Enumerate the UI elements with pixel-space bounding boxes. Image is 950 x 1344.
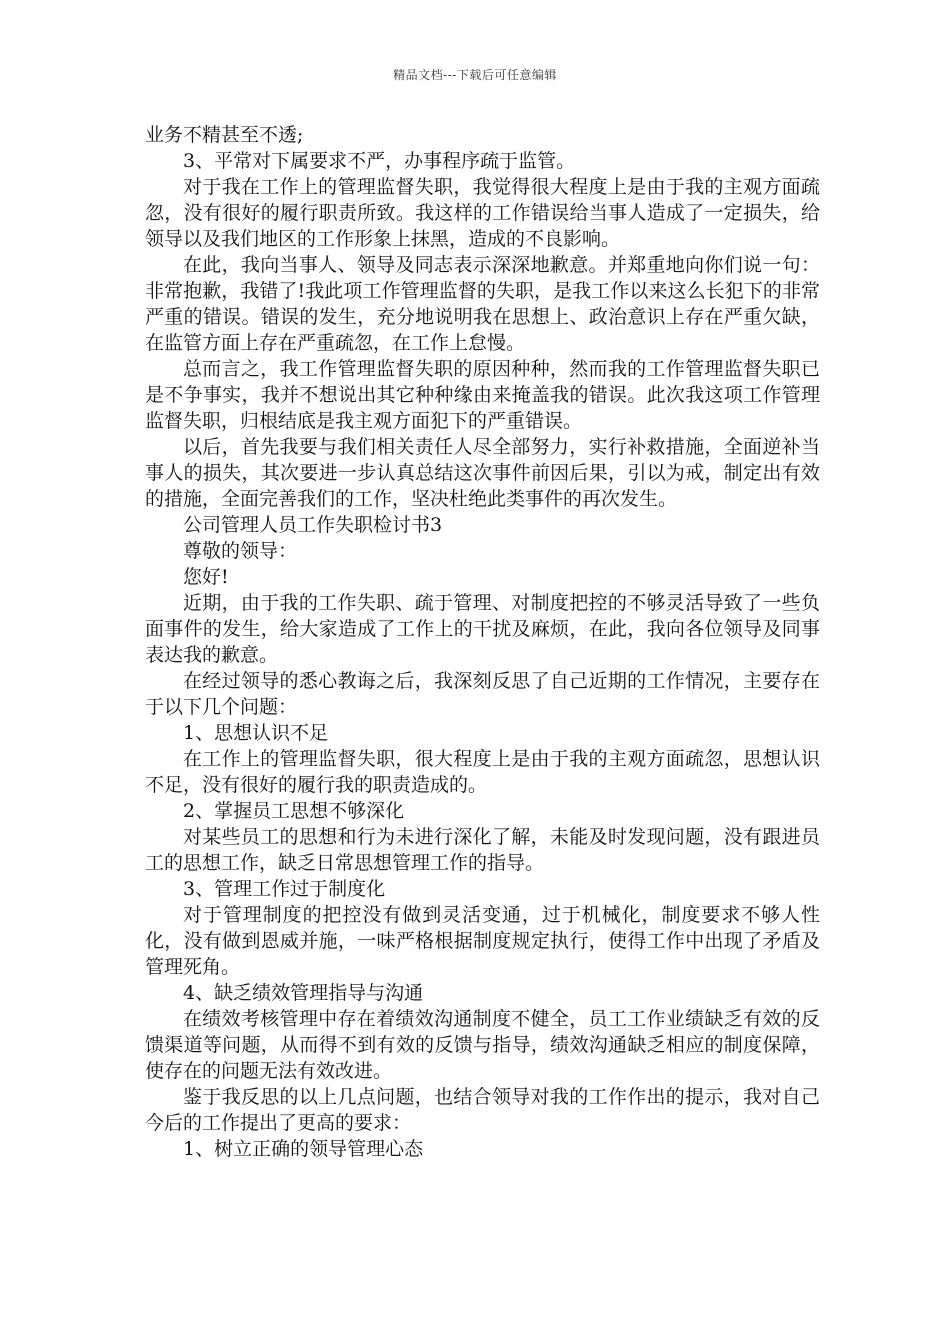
paragraph: 3、管理工作过于制度化 bbox=[183, 878, 386, 900]
paragraph: 公司管理人员工作失职检讨书3 bbox=[183, 514, 443, 536]
paragraph: 4、缺乏绩效管理指导与沟通 bbox=[183, 982, 424, 1004]
paragraph: 对于管理制度的把控没有做到灵活变通，过于机械化，制度要求不够人性化，没有做到恩威并施，一味严格根据制度规定执行，使得工作中出现了矛盾及管理死角。 bbox=[145, 904, 820, 978]
document-body bbox=[145, 122, 820, 1162]
paragraph: 在此，我向当事人、领导及同志表示深深地歉意。并郑重地向你们说一句：非常抱歉，我错了!我此项工作管理监督的失职，是我工作以来这么长犯下的非常严重的错误。错误的发生，充分地说明我在思想上、政治意识上存在严重欠缺，在监管方面上存在严重疏忽，在工作上怠慢。 bbox=[145, 254, 820, 354]
paragraph: 鉴于我反思的以上几点问题，也结合领导对我的工作作出的提示，我对自己今后的工作提出了更高的要求： bbox=[145, 1086, 820, 1134]
paragraph: 对于我在工作上的管理监督失职，我觉得很大程度上是由于我的主观方面疏忽，没有很好的履行职责所致。我这样的工作错误给当事人造成了一定损失，给领导以及我们地区的工作形象上抹黑，造成的不良影响。 bbox=[145, 176, 820, 250]
paragraph: 对某些员工的思想和行为未进行深化了解，未能及时发现问题，没有跟进员工的思想工作，缺乏日常思想管理工作的指导。 bbox=[145, 826, 820, 874]
paragraph: 2、掌握员工思想不够深化 bbox=[183, 800, 405, 822]
paragraph: 在工作上的管理监督失职，很大程度上是由于我的主观方面疏忽，思想认识不足，没有很好的履行我的职责造成的。 bbox=[145, 748, 820, 796]
paragraph: 1、思想认识不足 bbox=[183, 722, 329, 744]
paragraph: 尊敬的领导： bbox=[183, 540, 298, 562]
paragraph: 3、平常对下属要求不严，办事程序疏于监管。 bbox=[183, 150, 576, 172]
paragraph: 近期，由于我的工作失职、疏于管理、对制度把控的不够灵活导致了一些负面事件的发生，给大家造成了工作上的干扰及麻烦，在此，我向各位领导及同事表达我的歉意。 bbox=[145, 592, 820, 666]
paragraph: 总而言之，我工作管理监督失职的原因种种，然而我的工作管理监督失职已是不争事实，我并不想说出其它种种缘由来掩盖我的错误。此次我这项工作管理监督失职，归根结底是我主观方面犯下的严重错误。 bbox=[145, 358, 820, 432]
paragraph: 以后，首先我要与我们相关责任人尽全部努力，实行补救措施，全面逆补当事人的损失，其次要进一步认真总结这次事件前因后果，引以为戒，制定出有效的措施，全面完善我们的工作，坚决杜绝此类事件的再次发生。 bbox=[145, 436, 820, 510]
page-header: 精品文档---下载后可任意编辑 bbox=[393, 68, 557, 82]
paragraph: 您好! bbox=[183, 566, 229, 588]
paragraph: 业务不精甚至不透; bbox=[145, 124, 304, 146]
paragraph: 在绩效考核管理中存在着绩效沟通制度不健全，员工工作业绩缺乏有效的反馈渠道等问题，从而得不到有效的反馈与指导，绩效沟通缺乏相应的制度保障，使存在的问题无法有效改进。 bbox=[145, 1008, 820, 1082]
paragraph: 1、树立正确的领导管理心态 bbox=[183, 1138, 424, 1160]
paragraph: 在经过领导的悉心教诲之后，我深刻反思了自己近期的工作情况，主要存在于以下几个问题： bbox=[145, 670, 820, 718]
